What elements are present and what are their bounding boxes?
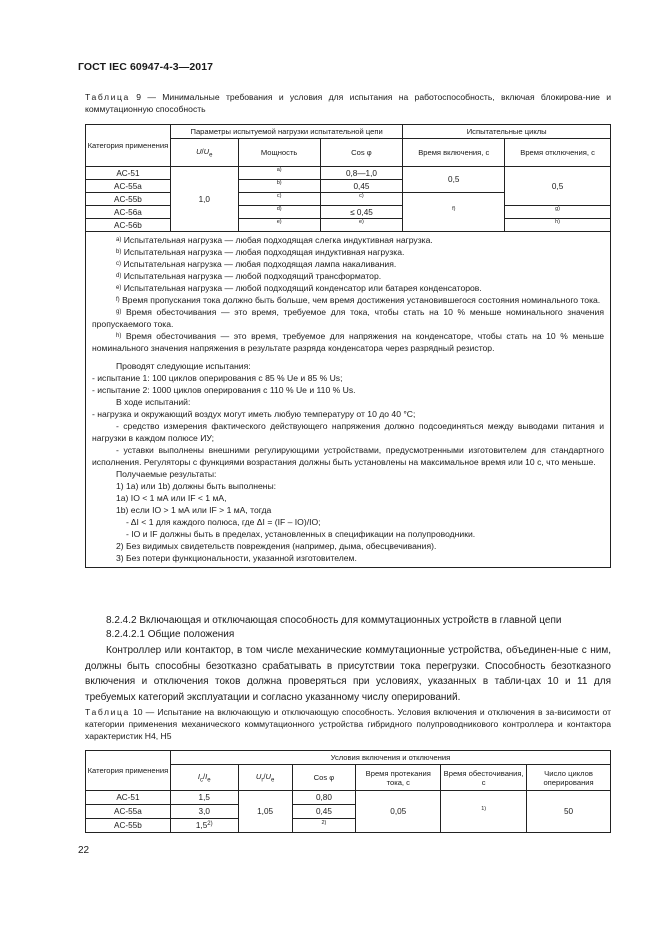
- during-3: - уставки выполнены внешними регулирующими устройствами, предусмотренными изготовителем для стандартного исполнения. Регуляторы с функциями возрастания должны быть установлены на максимальное время или 10 с, что меньше.: [92, 445, 604, 467]
- table10-deenerg-value: 1): [441, 788, 527, 830]
- table9-caption-word: Таблица: [85, 92, 130, 102]
- table9-row-power: c): [238, 190, 320, 203]
- document-header: ГОСТ IEC 60947-4-3—2017: [78, 61, 214, 73]
- table10-header-flow: Время протекания тока, с: [356, 765, 441, 791]
- table10-row-cos: 2): [292, 816, 356, 830]
- table10-header-group: Условия включения и отключения: [170, 751, 610, 765]
- test-1: - испытание 1: 100 циклов оперирования с 85 % Ue и 85 % Us;: [92, 373, 343, 383]
- table10-header-cycles: Число циклов оперирования: [527, 765, 611, 791]
- result-1: 1) 1а) или 1b) должны быть выполнены:: [116, 481, 277, 491]
- table9-notes: [86, 232, 611, 568]
- table9-row-cat: AC-55a: [86, 180, 171, 193]
- table10-row-ic: 1,5: [170, 791, 238, 805]
- table9-header-off: Время отключения, с: [505, 139, 611, 167]
- during-1: - нагрузка и окружающий воздух могут иметь любую температуру от 10 до 40 °С;: [92, 409, 416, 419]
- result-2: 2) Без видимых свидетельств повреждения (например, дыма, обесцвечивания).: [116, 541, 437, 551]
- table10-header-cos: Cos φ: [292, 765, 356, 791]
- result-1b-2: - IO и IF должны быть в пределах, установленных в спецификации на полупроводники.: [126, 529, 476, 539]
- table10-row-cat: AC-51: [86, 791, 171, 805]
- table10-caption-word: Таблица: [85, 707, 130, 717]
- table9-footnote: $^{h)}$ Время обесточивания — это время, требуемое для напряжения на конденсаторе, чтобы стать на 10 % меньше номинального значения напряжения в результате разряда конденсатора через разрядный резистор.: [92, 331, 604, 353]
- table10-row-ic: 1,5$^{2)}$: [170, 819, 238, 833]
- table9-header-power: Мощность: [238, 139, 320, 167]
- body-paragraph: Контроллер или контактор, в том числе механические коммутационные устройства, объединен-ные с ним, должны быть способны безотказно срабатывать в присутствии тока перегрузки. Способность безотказного включения и отключения токов должна проверяться при условиях, указанных в табли-цах 10 и 11 для требуемых категорий эксплуатации и согласно указанному числу оперирований.: [85, 645, 611, 703]
- tests-intro: Проводят следующие испытания:: [116, 361, 251, 371]
- result-1b: 1b) если IO > 1 мА или IF > 1 мА, тогда: [116, 505, 272, 515]
- table9-caption-num: 9: [136, 92, 142, 102]
- table9-row-cat: AC-56b: [86, 219, 171, 232]
- result-1a: 1а) IO < 1 мА или IF < 1 мА,: [116, 493, 227, 503]
- table9-row-off: h): [505, 216, 611, 229]
- table9-footnote: $^{a)}$ Испытательная нагрузка — любая подходящая слегка индуктивная нагрузка.: [116, 235, 433, 245]
- table9-footnote: $^{c)}$ Испытательная нагрузка — любая подходящая лампа накаливания.: [116, 259, 397, 269]
- table9-row-cos: ≤ 0,45: [320, 206, 403, 219]
- table10-caption-text: — Испытание на включающую и отключающую способность. Условия включения и отключения в за-висимости от категории применения механического коммутационного устройства гибридного полупроводникового контроллера и контактора характеристик Н4, Н5: [85, 707, 612, 741]
- during-intro: В ходе испытаний:: [116, 397, 191, 407]
- table9-on-value-top: 0,5: [403, 167, 505, 193]
- table9-caption-text: — Минимальные требования и условия для испытания на работоспособность, включая блокирова-ние и коммутационную способность: [85, 92, 612, 114]
- results-intro: Получаемые результаты:: [116, 469, 217, 479]
- table9-row-cos: 0,45: [320, 180, 403, 193]
- table10-header-ic: $I_c/I_e$: [170, 765, 238, 791]
- table9-row-cat: AC-56a: [86, 206, 171, 219]
- table9-uue-value: 1,0: [170, 167, 238, 232]
- table10-header-deenerg: Время обесточивания, с: [441, 765, 527, 791]
- table9-caption: [85, 91, 611, 115]
- result-1b-1: - ΔI < 1 для каждого полюса, где ΔI = (IF – IO)/IO;: [126, 517, 321, 527]
- table10-row-cos: 0,45: [292, 805, 356, 819]
- table9-footnote: $^{f)}$ Время пропускания тока должно быть больше, чем время достижения установившегося состояния номинального тока.: [116, 295, 601, 305]
- result-3: 3) Без потери функциональности, указанной изготовителем.: [116, 553, 357, 563]
- table9-footnote: $^{e)}$ Испытательная нагрузка — любой подходящий конденсатор или батарея конденсаторов.: [116, 283, 482, 293]
- table9-footnote: $^{g)}$ Время обесточивания — это время, требуемое для тока, чтобы стать на 10 % меньше номинального значения пропускаемого тока.: [92, 307, 604, 329]
- table9-footnote: $^{b)}$ Испытательная нагрузка — любая подходящая индуктивная нагрузка.: [116, 247, 405, 257]
- table10-caption-num: 10: [133, 707, 143, 717]
- table10-row-ic: 3,0: [170, 805, 238, 819]
- table9-header-load: Параметры испытуемой нагрузки испытательной цепи: [170, 125, 402, 139]
- table9-row-cos: 0,8—1,0: [320, 167, 403, 180]
- table10-row-cos: 0,80: [292, 791, 356, 805]
- table9-footnote: $^{d)}$ Испытательная нагрузка — любой подходящий трансформатор.: [116, 271, 382, 281]
- table9-header-cos: Cos φ: [320, 139, 403, 167]
- during-2: - средство измерения фактического действующего напряжения должно подсоединяться между выводами питания и нагрузки в каждом полюсе ИУ;: [92, 421, 604, 443]
- table9-row-cos: c): [320, 190, 403, 203]
- table10: [85, 750, 611, 833]
- table9-header-uue: $U/U_e$: [170, 139, 238, 167]
- table10-ur-value: 1,05: [238, 791, 292, 833]
- table9-row-cos: e): [320, 216, 403, 229]
- table9-header-on: Время включения, с: [403, 139, 505, 167]
- table10-row-cat: AC-55b: [86, 819, 171, 833]
- table9-row-cat: AC-51: [86, 167, 171, 180]
- table9-off-value-top: 0,5: [505, 167, 611, 206]
- table9-header-category: Категория применения: [86, 125, 171, 167]
- table9-row-power: b): [238, 177, 320, 190]
- table10-flow-value: 0,05: [356, 791, 441, 833]
- table9-on-value-f: f): [403, 190, 505, 229]
- table10-caption: [85, 706, 611, 742]
- subsection-heading: 8.2.4.2.1 Общие положения: [106, 629, 235, 640]
- table9-row-cat: AC-55b: [86, 193, 171, 206]
- section-heading: 8.2.4.2 Включающая и отключающая способность для коммутационных устройств в главной цепи: [106, 615, 562, 626]
- table10-cycles-value: 50: [527, 791, 611, 833]
- page-number: 22: [78, 845, 90, 856]
- table9-header-cycles: Испытательные циклы: [403, 125, 611, 139]
- table10-header-ur: $U_r/U_e$: [238, 765, 292, 791]
- table9-row-power: d): [238, 203, 320, 216]
- table10-header-category: Категория применения: [86, 751, 171, 791]
- table9-row-power: a): [238, 164, 320, 177]
- test-2: - испытание 2: 1000 циклов оперирования с 110 % Ue и 110 % Us.: [92, 385, 356, 395]
- table9-row-off: g): [505, 203, 611, 216]
- table9-row-power: e): [238, 216, 320, 229]
- table9: [85, 124, 611, 568]
- table10-row-cat: AC-55a: [86, 805, 171, 819]
